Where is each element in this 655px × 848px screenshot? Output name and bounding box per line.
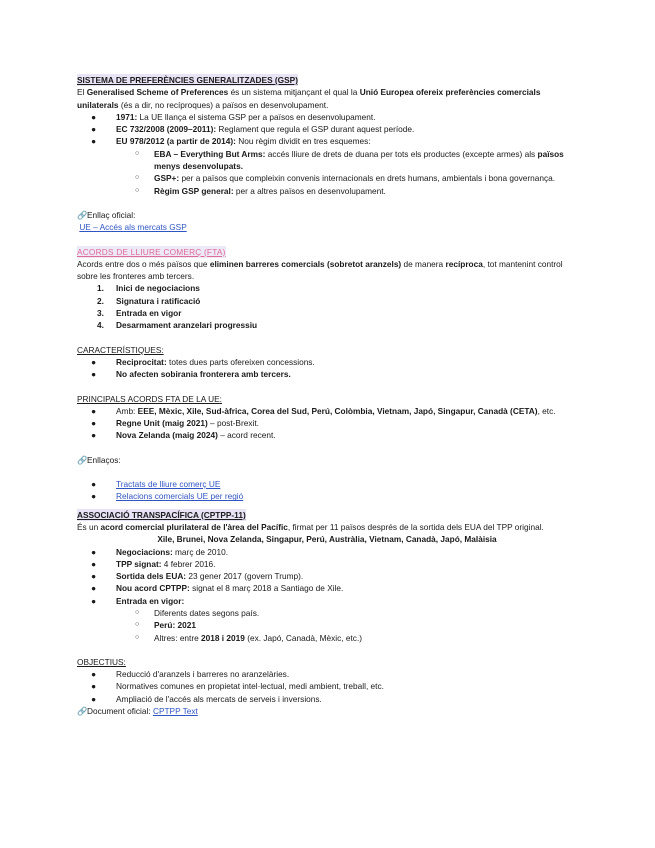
list-item: ● Regne Unit (maig 2021) – post-Brexit. bbox=[91, 418, 259, 429]
cptpp-heading: ASSOCIACIÓ TRANSPACÍFICA (CPTPP-11) bbox=[77, 509, 246, 520]
link-icon: 🔗 bbox=[77, 706, 88, 717]
fta-link-relations[interactable]: Relacions comercials UE per regió bbox=[116, 491, 244, 502]
bullet-icon: ● bbox=[91, 583, 97, 594]
bullet-icon: ● bbox=[91, 669, 97, 680]
bullet-icon: ● bbox=[91, 571, 97, 582]
bullet-icon: ● bbox=[91, 491, 97, 502]
sub-list-item: ○ Perú: 2021 bbox=[135, 620, 196, 631]
bullet-icon: ● bbox=[91, 124, 97, 135]
circle-bullet-icon: ○ bbox=[135, 633, 140, 641]
fta-link-treaties[interactable]: Tractats de lliure comerç UE bbox=[116, 479, 221, 490]
gsp-heading: SISTEMA DE PREFERÈNCIES GENERALITZADES (GSP) bbox=[77, 75, 298, 85]
bullet-icon: ● bbox=[91, 693, 97, 704]
bullet-icon: ● bbox=[91, 430, 97, 441]
list-item: ● Nova Zelanda (maig 2024) – acord recent. bbox=[91, 430, 276, 441]
cptpp-doc: 🔗Document oficial: CPTPP Text bbox=[77, 706, 198, 717]
list-item: ● Entrada en vigor: bbox=[91, 595, 185, 606]
list-item: ● Nou acord CPTPP: signat el 8 març 2018 a Santiago de Xile. bbox=[91, 583, 344, 594]
list-item: ● TPP signat: 4 febrer 2016. bbox=[91, 558, 216, 569]
list-item: ● 1971: La UE llança el sistema GSP per a països en desenvolupament. bbox=[91, 111, 376, 122]
sub-list-item: ○ Diferents dates segons país. bbox=[135, 607, 260, 618]
cptpp-intro: És un acord comercial plurilateral de l'àrea del Pacífic, firmat per 11 països després de la sortida dels EUA del TPP original. bbox=[77, 521, 544, 532]
cptpp-countries: Xile, Brunei, Nova Zelanda, Singapur, Perú, Austràlia, Vietnam, Canadà, Japó, Malàisia bbox=[157, 534, 497, 545]
list-item: ● Reciprocitat: totes dues parts ofereixen concessions. bbox=[91, 356, 315, 367]
list-item: ● EU 978/2012 (a partir de 2014): Nou règim dividit en tres esquemes: bbox=[91, 136, 371, 147]
fta-intro: Acords entre dos o més països que eliminen barreres comercials (sobretot aranzels) de manera recíproca, tot mantenint control sobre les fronteres amb tercers. bbox=[77, 258, 563, 282]
list-item bbox=[77, 490, 577, 502]
sub-list-item: ○ GSP+: per a països que compleixin convenis internacionals en drets humans, ambientals i bona governança. bbox=[135, 173, 556, 184]
objectives-heading: OBJECTIUS: bbox=[77, 656, 126, 667]
bullet-icon: ● bbox=[91, 418, 97, 429]
fta-steps bbox=[77, 282, 577, 331]
list-item: ● No afecten sobirania fronterera amb tercers. bbox=[91, 369, 291, 380]
circle-bullet-icon: ○ bbox=[135, 186, 140, 194]
link-icon: 🔗 bbox=[77, 209, 88, 220]
fta-links bbox=[77, 478, 577, 503]
gsp-list bbox=[77, 111, 577, 197]
list-item: 4. Desarmament aranzelari progressiu bbox=[97, 320, 258, 331]
list-item: ● Normatives comunes en propietat intel·lectual, medi ambient, treball, etc. bbox=[91, 681, 384, 692]
list-item bbox=[77, 478, 577, 490]
gsp-link-label: 🔗Enllaç oficial: bbox=[77, 209, 136, 220]
bullet-icon: ● bbox=[91, 369, 97, 380]
list-item: 3. Entrada en vigor bbox=[97, 308, 182, 319]
bullet-icon: ● bbox=[91, 356, 97, 367]
main-agreements-list bbox=[77, 405, 577, 442]
circle-bullet-icon: ○ bbox=[135, 149, 140, 157]
list-item: ● EC 732/2008 (2009–2011): Reglament que regula el GSP durant aquest període. bbox=[91, 124, 415, 135]
bullet-icon: ● bbox=[91, 479, 97, 490]
link-icon: 🔗 bbox=[77, 454, 88, 465]
list-item: 1. Inici de negociacions bbox=[97, 283, 200, 294]
characteristics-heading: CARACTERÍSTIQUES: bbox=[77, 344, 164, 355]
sub-list-item: ○ Altres: entre 2018 i 2019 (ex. Japó, Canadà, Mèxic, etc.) bbox=[135, 632, 363, 643]
bullet-icon: ● bbox=[91, 405, 97, 416]
objectives-list bbox=[77, 668, 577, 705]
gsp-intro: El Generalised Scheme of Preferences és un sistema mitjançant el qual la Unió Europea ofereix preferències comercials unilaterals (és a dir, no recíproques) a països en desenvolupament. bbox=[77, 87, 541, 110]
cptpp-doc-link[interactable]: CPTPP Text bbox=[152, 706, 198, 717]
gsp-link[interactable]: UE – Accés als mercats GSP bbox=[79, 222, 187, 233]
circle-bullet-icon: ○ bbox=[135, 608, 140, 616]
bullet-icon: ● bbox=[91, 136, 97, 147]
sub-list-item: ○ Règim GSP general: per a altres països en desenvolupament. bbox=[135, 185, 386, 196]
bullet-icon: ● bbox=[91, 546, 97, 557]
bullet-icon: ● bbox=[91, 595, 97, 606]
main-agreements-heading: PRINCIPALS ACORDS FTA DE LA UE: bbox=[77, 393, 222, 404]
list-item: ● Negociacions: març de 2010. bbox=[91, 546, 229, 557]
list-item: ● Ampliació de l'accés als mercats de serveis i inversions. bbox=[91, 693, 322, 704]
document-page bbox=[77, 74, 577, 717]
sub-list-item: ○ EBA – Everything But Arms: accés lliure de drets de duana per tots els productes (excepte armes) als països menys desenvolupats. bbox=[135, 148, 564, 172]
circle-bullet-icon: ○ bbox=[135, 621, 140, 629]
list-item: ● Sortida dels EUA: 23 gener 2017 (govern Trump). bbox=[91, 571, 304, 582]
circle-bullet-icon: ○ bbox=[135, 174, 140, 182]
list-item: ● Amb: EEE, Mèxic, Xile, Sud-àfrica, Corea del Sud, Perú, Colòmbia, Vietnam, Japó, Singapur, Canadà (CETA), etc. bbox=[91, 405, 556, 416]
cptpp-list bbox=[77, 546, 577, 644]
bullet-icon: ● bbox=[91, 558, 97, 569]
list-item: ● Reducció d'aranzels i barreres no aranzelàries. bbox=[91, 669, 290, 680]
bullet-icon: ● bbox=[91, 111, 97, 122]
list-item: 2. Signatura i ratificació bbox=[97, 295, 201, 306]
bullet-icon: ● bbox=[91, 681, 97, 692]
characteristics-list bbox=[77, 356, 577, 381]
fta-heading: ACORDS DE LLIURE COMERÇ (FTA) bbox=[77, 246, 226, 257]
fta-links-label: 🔗Enllaços: bbox=[77, 454, 121, 465]
